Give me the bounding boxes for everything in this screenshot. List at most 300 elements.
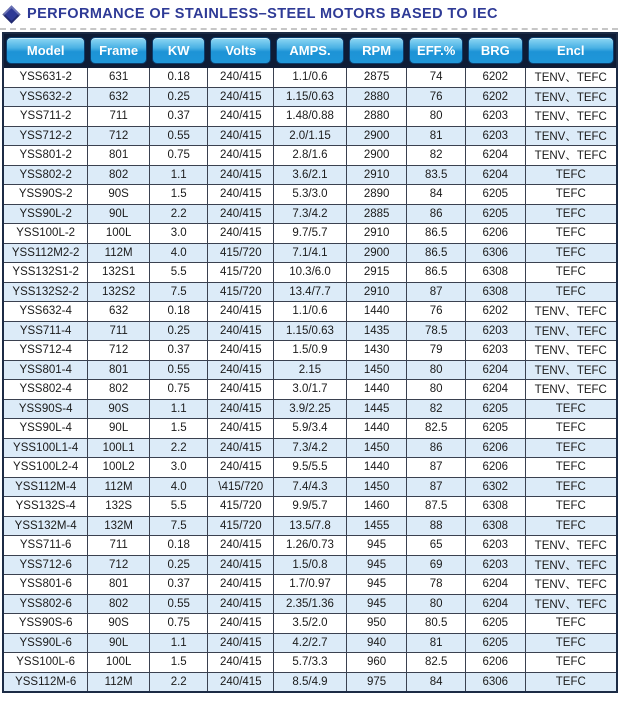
table-cell: 82 [407,146,466,166]
table-cell: 240/415 [208,224,274,244]
table-cell: 415/720 [208,243,274,263]
table-cell: 2910 [346,282,407,302]
table-cell: 6202 [465,302,525,322]
table-row [3,224,617,244]
table-cell: 945 [346,536,407,556]
table-cell: 240/415 [208,185,274,205]
table-cell: 240/415 [208,126,274,146]
column-header-button: EFF.% [409,37,463,64]
table-cell: 6202 [465,68,525,88]
table-cell: 3.5/2.0 [274,614,347,634]
table-cell: 2910 [346,224,407,244]
table-cell: 132S2 [88,282,150,302]
table-cell: 6204 [465,165,525,185]
table-cell: 2.2 [149,438,208,458]
table-cell: 1435 [346,321,407,341]
table-cell: 86 [407,438,466,458]
table-cell: YSS90L-4 [3,419,88,439]
table-cell: 112M [88,672,150,692]
table-cell: 6308 [465,497,525,517]
table-cell: 1450 [346,438,407,458]
table-cell: 90L [88,419,150,439]
table-cell: 1.1 [149,165,208,185]
table-cell: 3.6/2.1 [274,165,347,185]
table-cell: 415/720 [208,263,274,283]
table-cell: 1460 [346,497,407,517]
table-cell: 6204 [465,594,525,614]
table-cell: TEFC [525,282,617,302]
table-cell: YSS90L-6 [3,633,88,653]
table-row [3,126,617,146]
table-row [3,282,617,302]
table-cell: 711 [88,107,150,127]
table-cell: 2900 [346,146,407,166]
table-cell: 6302 [465,477,525,497]
table-cell: 5.7/3.3 [274,653,347,673]
table-cell: 940 [346,633,407,653]
table-cell: 1450 [346,477,407,497]
table-cell: YSS132S-4 [3,497,88,517]
table-cell: 5.5 [149,263,208,283]
table-cell: 240/415 [208,633,274,653]
table-cell: YSS132S2-2 [3,282,88,302]
table-cell: TEFC [525,165,617,185]
table-cell: 86.5 [407,224,466,244]
table-cell: 1450 [346,360,407,380]
table-cell: 6204 [465,360,525,380]
table-cell: TENV、TEFC [525,575,617,595]
table-cell: 3.0 [149,224,208,244]
table-cell: TEFC [525,419,617,439]
table-cell: 6203 [465,341,525,361]
table-cell: 82.5 [407,419,466,439]
table-cell: 90S [88,185,150,205]
table-cell: TENV、TEFC [525,321,617,341]
table-row [3,321,617,341]
table-cell: 0.75 [149,146,208,166]
table-cell: TENV、TEFC [525,341,617,361]
table-cell: 1.15/0.63 [274,321,347,341]
table-cell: 240/415 [208,107,274,127]
table-row [3,633,617,653]
table-cell: TEFC [525,204,617,224]
table-cell: 712 [88,126,150,146]
table-cell: 0.25 [149,87,208,107]
table-row [3,302,617,322]
table-cell: 86 [407,204,466,224]
table-cell: 945 [346,575,407,595]
table-cell: YSS90S-4 [3,399,88,419]
table-cell: YSS712-6 [3,555,88,575]
table-cell: 4.0 [149,243,208,263]
table-cell: 6203 [465,126,525,146]
table-cell: 2915 [346,263,407,283]
table-cell: 84 [407,672,466,692]
table-cell: 1440 [346,302,407,322]
table-cell: 1.1 [149,633,208,653]
table-cell: 240/415 [208,360,274,380]
column-header-model [3,33,88,68]
table-cell: TENV、TEFC [525,536,617,556]
table-cell: 80.5 [407,614,466,634]
table-cell: 240/415 [208,536,274,556]
column-header-button: Model [6,37,85,64]
table-row [3,555,617,575]
table-cell: 1.5/0.9 [274,341,347,361]
table-cell: 9.7/5.7 [274,224,347,244]
table-cell: 78 [407,575,466,595]
table-cell: YSS132S1-2 [3,263,88,283]
table-row [3,477,617,497]
table-cell: 7.3/4.2 [274,204,347,224]
table-cell: TENV、TEFC [525,126,617,146]
table-cell: 86.5 [407,263,466,283]
table-cell: TEFC [525,458,617,478]
table-cell: YSS112M2-2 [3,243,88,263]
table-cell: TENV、TEFC [525,146,617,166]
table-cell: 1455 [346,516,407,536]
table-cell: 1430 [346,341,407,361]
column-header-button: Volts [210,37,271,64]
table-cell: 240/415 [208,302,274,322]
table-cell: 0.25 [149,321,208,341]
table-cell: YSS711-6 [3,536,88,556]
table-row [3,87,617,107]
column-header-button: RPM [349,37,405,64]
table-cell: 3.0/1.7 [274,380,347,400]
table-cell: 78.5 [407,321,466,341]
table-cell: 8.5/4.9 [274,672,347,692]
table-cell: YSS801-2 [3,146,88,166]
table-cell: 112M [88,243,150,263]
title-bar [0,0,620,26]
table-cell: 1440 [346,458,407,478]
table-cell: 82 [407,399,466,419]
table-cell: YSS90L-2 [3,204,88,224]
column-header-volts [208,33,274,68]
table-cell: TEFC [525,185,617,205]
table-cell: 240/415 [208,87,274,107]
table-cell: YSS90S-2 [3,185,88,205]
table-cell: 802 [88,165,150,185]
table-cell: TENV、TEFC [525,87,617,107]
table-cell: 80 [407,594,466,614]
table-cell: 5.9/3.4 [274,419,347,439]
table-cell: 7.1/4.1 [274,243,347,263]
table-cell: 7.3/4.2 [274,438,347,458]
table-row [3,536,617,556]
table-cell: 945 [346,594,407,614]
table-cell: 2.15 [274,360,347,380]
table-cell: 2.35/1.36 [274,594,347,614]
table-cell: TEFC [525,224,617,244]
table-cell: 712 [88,341,150,361]
table-cell: 240/415 [208,204,274,224]
table-cell: TEFC [525,614,617,634]
table-cell: 100L1 [88,438,150,458]
table-row [3,594,617,614]
table-cell: 132S1 [88,263,150,283]
table-cell: 240/415 [208,438,274,458]
table-cell: 0.37 [149,107,208,127]
table-cell: 240/415 [208,165,274,185]
table-row [3,341,617,361]
table-cell: 4.2/2.7 [274,633,347,653]
table-cell: 0.18 [149,68,208,88]
table-cell: YSS711-4 [3,321,88,341]
table-cell: 6308 [465,263,525,283]
table-cell: 10.3/6.0 [274,263,347,283]
table-cell: 0.55 [149,126,208,146]
table-row [3,263,617,283]
table-cell: YSS100L2-4 [3,458,88,478]
table-row [3,204,617,224]
table-cell: 7.5 [149,282,208,302]
table-cell: 6205 [465,185,525,205]
table-cell: 6203 [465,555,525,575]
table-cell: YSS132M-4 [3,516,88,536]
table-cell: 240/415 [208,399,274,419]
table-cell: 1.5 [149,419,208,439]
diamond-icon [2,5,20,23]
table-cell: 945 [346,555,407,575]
table-cell: 0.75 [149,380,208,400]
table-cell: 87.5 [407,497,466,517]
table-cell: 7.4/4.3 [274,477,347,497]
table-cell: 6205 [465,204,525,224]
table-cell: 240/415 [208,68,274,88]
table-cell: YSS90S-6 [3,614,88,634]
table-cell: TENV、TEFC [525,107,617,127]
table-row [3,165,617,185]
table-cell: 802 [88,594,150,614]
column-header-button: BRG [468,37,523,64]
table-cell: 1.15/0.63 [274,87,347,107]
table-cell: 80 [407,107,466,127]
table-cell: 3.0 [149,458,208,478]
table-cell: 2.8/1.6 [274,146,347,166]
table-cell: 801 [88,575,150,595]
table-cell: 74 [407,68,466,88]
table-cell: 132S [88,497,150,517]
table-cell: 6203 [465,536,525,556]
table-cell: 87 [407,282,466,302]
table-cell: 6205 [465,633,525,653]
table-cell: 801 [88,360,150,380]
table-cell: TEFC [525,263,617,283]
table-row [3,438,617,458]
table-cell: 0.37 [149,341,208,361]
table-cell: 6308 [465,282,525,302]
table-cell: 80 [407,360,466,380]
table-cell: 2900 [346,126,407,146]
table-cell: TEFC [525,653,617,673]
table-cell: YSS801-6 [3,575,88,595]
table-cell: 9.5/5.5 [274,458,347,478]
table-cell: 90S [88,614,150,634]
table-cell: 69 [407,555,466,575]
table-cell: 6308 [465,516,525,536]
table-cell: TENV、TEFC [525,594,617,614]
table-cell: 4.0 [149,477,208,497]
column-header-button: KW [152,37,206,64]
table-cell: TEFC [525,477,617,497]
table-cell: 65 [407,536,466,556]
table-cell: 2.2 [149,672,208,692]
table-cell: TEFC [525,497,617,517]
table-cell: 240/415 [208,380,274,400]
table-cell: 631 [88,68,150,88]
column-header-brg [465,33,525,68]
table-cell: 90L [88,633,150,653]
table-cell: 81 [407,633,466,653]
table-cell: 712 [88,555,150,575]
table-cell: 6204 [465,146,525,166]
table-cell: 79 [407,341,466,361]
table-row [3,185,617,205]
table-cell: 975 [346,672,407,692]
table-cell: TEFC [525,399,617,419]
table-cell: 3.9/2.25 [274,399,347,419]
table-row [3,497,617,517]
table-cell: 6204 [465,575,525,595]
table-cell: 13.5/7.8 [274,516,347,536]
table-cell: TENV、TEFC [525,302,617,322]
table-cell: TEFC [525,243,617,263]
table-cell: 2880 [346,87,407,107]
table-cell: TENV、TEFC [525,360,617,380]
motor-performance-table [2,32,618,693]
table-cell: 240/415 [208,614,274,634]
table-cell: 2885 [346,204,407,224]
table-cell: 90S [88,399,150,419]
table-cell: TEFC [525,672,617,692]
table-cell: YSS100L1-4 [3,438,88,458]
table-cell: 9.9/5.7 [274,497,347,517]
table-row [3,614,617,634]
table-row [3,146,617,166]
table-row [3,107,617,127]
table-cell: YSS632-4 [3,302,88,322]
column-header-eff [407,33,466,68]
table-cell: 960 [346,653,407,673]
table-cell: 2910 [346,165,407,185]
table-cell: TEFC [525,516,617,536]
column-header-button: AMPS. [276,37,344,64]
table-cell: 240/415 [208,672,274,692]
table-cell: 2.2 [149,204,208,224]
table-cell: 2875 [346,68,407,88]
table-cell: 950 [346,614,407,634]
table-cell: 6206 [465,224,525,244]
table-cell: 6306 [465,672,525,692]
table-cell: 87 [407,458,466,478]
table-cell: 1.5 [149,653,208,673]
column-header-button: Frame [90,37,147,64]
table-cell: 76 [407,302,466,322]
table-cell: 1440 [346,380,407,400]
table-cell: 240/415 [208,458,274,478]
table-row [3,419,617,439]
table-cell: TENV、TEFC [525,380,617,400]
table-cell: YSS802-6 [3,594,88,614]
table-row [3,243,617,263]
table-cell: 240/415 [208,594,274,614]
table-cell: 1.5/0.8 [274,555,347,575]
table-cell: 415/720 [208,497,274,517]
table-cell: 88 [407,516,466,536]
table-cell: 632 [88,302,150,322]
column-header-button: Encl [528,37,614,64]
table-cell: 90L [88,204,150,224]
table-cell: 1.1/0.6 [274,68,347,88]
table-cell: 87 [407,477,466,497]
table-cell: TEFC [525,438,617,458]
table-row [3,380,617,400]
table-cell: 1440 [346,419,407,439]
table-cell: YSS632-2 [3,87,88,107]
table-cell: 240/415 [208,321,274,341]
table-cell: 0.37 [149,575,208,595]
table-cell: TENV、TEFC [525,68,617,88]
table-cell: YSS712-4 [3,341,88,361]
table-cell: 5.3/3.0 [274,185,347,205]
table-row [3,516,617,536]
table-cell: YSS112M-6 [3,672,88,692]
table-cell: 76 [407,87,466,107]
table-cell: 7.5 [149,516,208,536]
table-cell: 415/720 [208,282,274,302]
table-cell: YSS100L-6 [3,653,88,673]
table-cell: 240/415 [208,419,274,439]
table-cell: 1.48/0.88 [274,107,347,127]
table-cell: 801 [88,146,150,166]
table-header-row [3,33,617,68]
table-cell: 6205 [465,419,525,439]
table-cell: 6203 [465,321,525,341]
table-cell: 100L [88,653,150,673]
table-cell: TENV、TEFC [525,555,617,575]
table-cell: 6206 [465,458,525,478]
table-cell: 100L2 [88,458,150,478]
table-cell: TEFC [525,633,617,653]
table-row [3,360,617,380]
table-cell: 2900 [346,243,407,263]
table-cell: YSS112M-4 [3,477,88,497]
table-cell: YSS802-2 [3,165,88,185]
table-row [3,653,617,673]
table-cell: 711 [88,536,150,556]
page-title: PERFORMANCE OF STAINLESS–STEEL MOTORS BASED TO IEC [27,6,498,22]
table-cell: 2890 [346,185,407,205]
column-header-amps [274,33,347,68]
table-cell: 132M [88,516,150,536]
table-cell: 6202 [465,87,525,107]
table-cell: \415/720 [208,477,274,497]
table-cell: 6206 [465,653,525,673]
table-cell: 240/415 [208,146,274,166]
table-cell: 80 [407,380,466,400]
table-cell: 0.55 [149,594,208,614]
table-cell: 0.18 [149,536,208,556]
table-cell: YSS631-2 [3,68,88,88]
table-cell: 6203 [465,107,525,127]
table-cell: 240/415 [208,341,274,361]
table-cell: YSS100L-2 [3,224,88,244]
column-header-encl [525,33,617,68]
table-cell: 6205 [465,614,525,634]
table-row [3,575,617,595]
